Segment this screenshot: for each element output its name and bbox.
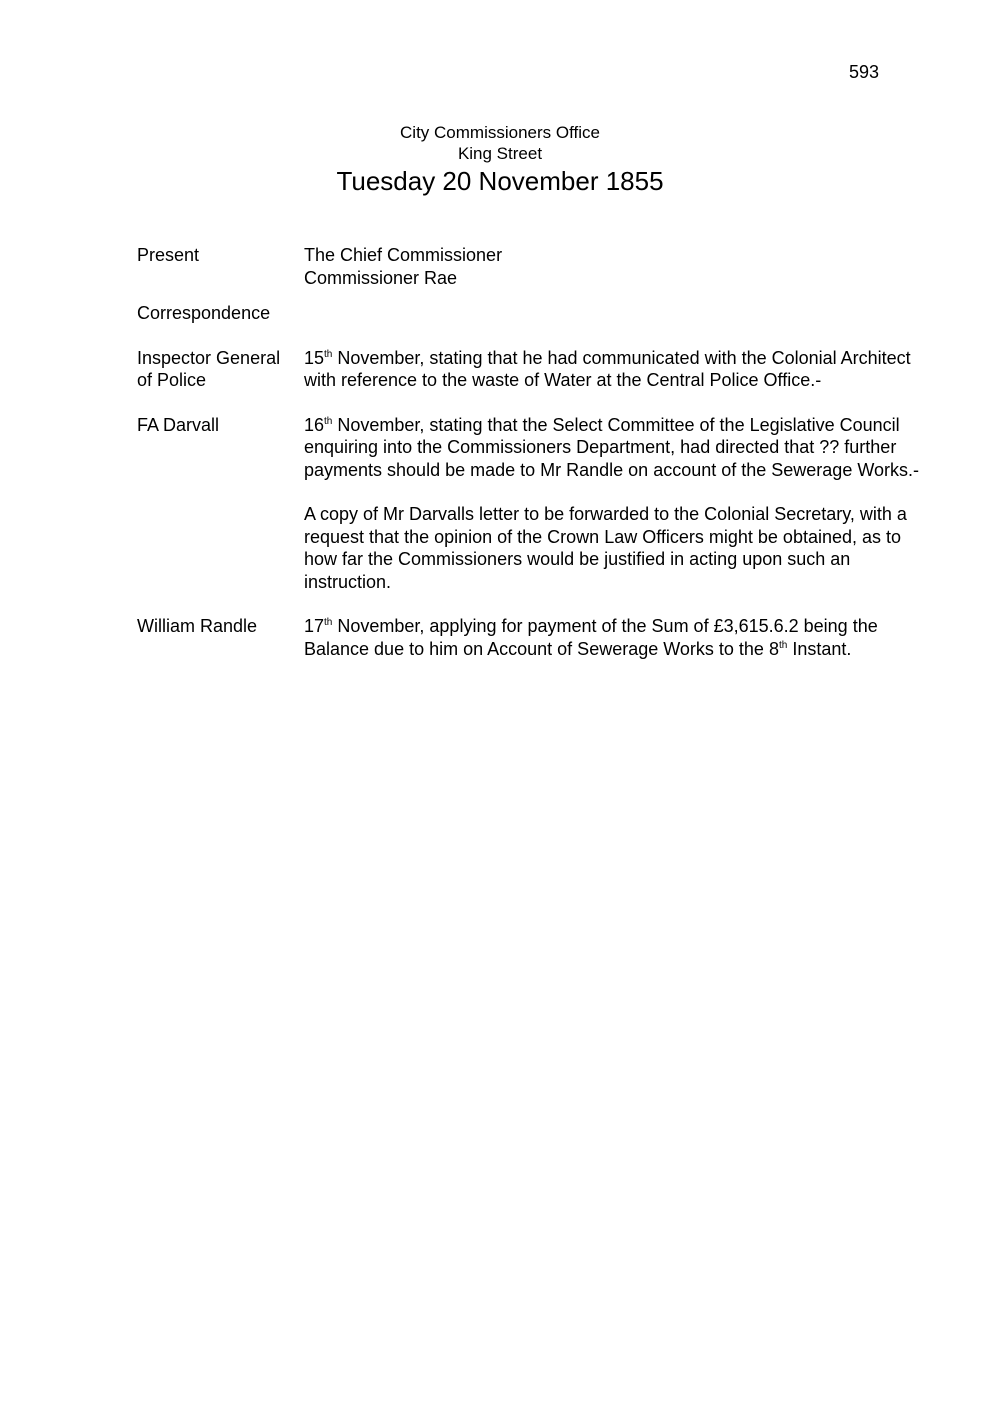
entry-ordinal: th	[324, 348, 333, 360]
entry-body: November, stating that he had communicated with the Colonial Architect with reference to the waste of Water at the Central Police Office.-	[304, 347, 911, 390]
entry-sender	[137, 615, 304, 660]
present-names	[304, 244, 927, 289]
sender-line: of Police	[137, 370, 207, 390]
correspondence-entry	[137, 615, 927, 660]
entry-sender	[137, 347, 304, 392]
present-row	[137, 244, 927, 289]
entry-text	[304, 615, 927, 660]
entry-body: November, applying for payment of the Sum of £3,615.6.2 being the Balance due to him on Account of Sewerage Works to the	[304, 616, 878, 659]
entry-ordinal: th	[324, 617, 333, 628]
office-name: City Commissioners Office	[400, 123, 600, 142]
entry-text	[304, 347, 927, 392]
page-number: 593	[848, 62, 879, 82]
present-name: The Chief Commissioner	[304, 245, 503, 265]
entry-day: 16	[304, 414, 325, 435]
entry-ordinal: th	[778, 639, 788, 651]
sender-line: Inspector General	[137, 347, 281, 368]
entry-sender	[137, 414, 304, 594]
correspondence-entry	[137, 414, 927, 594]
correspondence-entry	[137, 347, 927, 392]
entry-text	[304, 414, 927, 594]
entry-resolution: A copy of Mr Darvalls letter to be forwarded to the Colonial Secretary, with a request that the opinion of the Crown Law Officers might be obtained, as to how far the Commissioners would be justified in acting upon such an instruction.	[304, 504, 907, 592]
entry-day: 17	[304, 616, 325, 636]
entry-day: 8	[768, 638, 779, 659]
entry-ordinal: th	[324, 415, 333, 427]
entry-day: 15	[304, 347, 325, 368]
sender-line: FA Darvall	[137, 414, 220, 435]
correspondence-label: Correspondence	[137, 303, 271, 323]
present-name: Commissioner Rae	[304, 267, 458, 288]
meeting-date: Tuesday 20 November 1855	[336, 166, 664, 196]
correspondence-row	[137, 302, 927, 325]
office-street: King Street	[457, 144, 543, 163]
entry-body: November, stating that the Select Committee of the Legislative Council enquiring into the Commissioners Department, had directed that ?? further payments should be made to Mr Randle on account of the Sewerage Works.-	[304, 414, 919, 480]
sender-line: William Randle	[137, 616, 258, 636]
entry-body: Instant.	[787, 638, 852, 659]
present-label: Present	[137, 245, 200, 265]
minutes-header	[0, 122, 1000, 197]
minutes-body	[137, 244, 927, 660]
